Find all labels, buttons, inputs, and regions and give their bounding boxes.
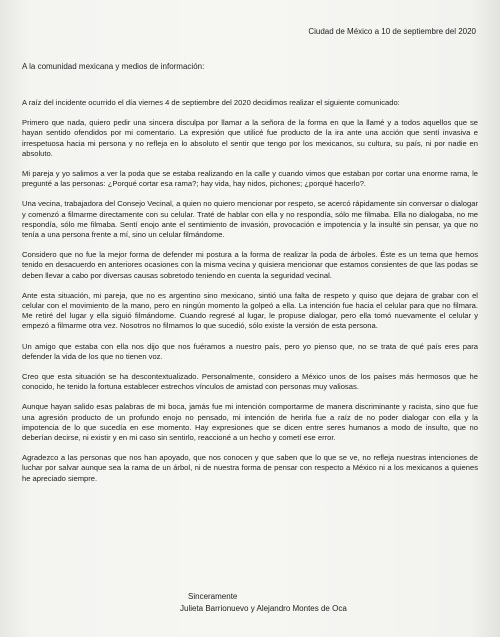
letter-dateline: Ciudad de México a 10 de septiembre del 2020 xyxy=(308,27,476,36)
paragraph-thanks: Agradezco a las personas que nos han apoyado, que nos conocen y que saben que lo que se ve, no refleja nuestras intenciones de luchar por salvar aunque sea la rama de un árbol, ni de nuestra forma de pensar con respecto a México ni a los mexicanos a quienes he apreciado siempre. xyxy=(22,453,478,483)
letter-body xyxy=(22,98,478,494)
paragraph-apology: Primero que nada, quiero pedir una sincera disculpa por llamar a la señora de la forma en que la llamé y a todos aquellos que se hayan sentido ofendidos por mi comentario. La expresión que utilicé fue producto de la ira ante una acción que sentí invasiva e irrespetuosa hacia mi persona y no refleja en lo absoluto el sentir que tengo por los mexicanos, su cultura, su país, ni por nadie en absoluto. xyxy=(22,118,478,158)
paragraph-pruning: Mi pareja y yo salimos a ver la poda que se estaba realizando en la calle y cuando vimos que estaban por cortar una enorme rama, le pregunté a las personas: ¿Porqué cortar esa rama?; hay vida, hay nidos, pichones; ¿porqué hacerlo?. xyxy=(22,169,478,189)
paragraph-intro: A raíz del incidente ocurrido el día viernes 4 de septiembre del 2020 decidimos realizar el siguiente comunicado: xyxy=(22,98,400,107)
paragraph-intention: Aunque hayan salido esas palabras de mi boca, jamás fue mi intención comportarme de manera discriminante y racista, sino que fue una agresión producto de un profundo enojo no pensado, mi intención de herirla fue a raíz de no poder dialogar con ella y la impotencia de lo que sucedía en ese momento. Hay expresiones que se dicen entre seres humanos a modo de insulto, que no deberían decirse, ni existir y en mi caso sin sentirlo, reaccioné a un hecho y cometí ese error. xyxy=(22,402,478,443)
closing-text: Sinceramente xyxy=(188,592,238,601)
signature-block xyxy=(180,591,347,614)
paragraph-partner: Ante esta situación, mi pareja, que no es argentino sino mexicano, sintió una falta de respeto y quiso que dejara de grabar con el celular con el movimiento de la mano, pero en ningún momento la golpeó a ella. La intención fue hacia el celular para que no filmara. Me retiré del lugar y ella siguió filmándome. Cuando regresé al lugar, le propuse dialogar, pero ella tomó nuevamente el celular y empezó a filmarme otra vez. Nosotros no filmamos lo que sucedió, sólo existe la versión de esta persona. xyxy=(22,290,478,331)
paragraph-context: Creo que esta situación se ha descontextualizado. Personalmente, considero a México unos de los países más hermosos que he conocido, he tenido la fortuna establecer estrechos vínculos de amistad con personas muy valiosas. xyxy=(22,372,478,392)
paragraph-consideration: Considero que no fue la mejor forma de defender mi postura a la forma de realizar la poda de árboles. Éste es un tema que hemos tenido en desacuerdo en anteriores ocasiones con la misma vecina y quisiera mencionar que estamos consientes de que las podas se deben llevar a cabo por diversas causas sobretodo teniendo en cuenta la seguridad vecinal. xyxy=(22,250,478,280)
signatories-text: Julieta Barrionuevo y Alejandro Montes de Oca xyxy=(180,603,347,613)
paragraph-neighbor: Una vecina, trabajadora del Consejo Vecinal, a quien no quiero mencionar por respeto, se acercó rápidamente sin conversar o dialogar y comenzó a filmarme directamente con su celular. Traté de hablar con ella y no respondía, sólo me filmaba. Ella no dialogaba, no me respondía, sólo me filmaba. Sentí enojo ante el sentimiento de invasión, provocación e impotencia y la insulté sin pensar, ya que no tenía a una persona frente a mí, sino un celular filmándome. xyxy=(22,199,478,240)
letter-addressee: A la comunidad mexicana y medios de información: xyxy=(22,62,205,71)
paragraph-friend: Un amigo que estaba con ella nos dijo que nos fuéramos a nuestro país, pero yo pienso que, no se trata de qué país eres para defender la vida de los que no tienen voz. xyxy=(22,341,478,361)
